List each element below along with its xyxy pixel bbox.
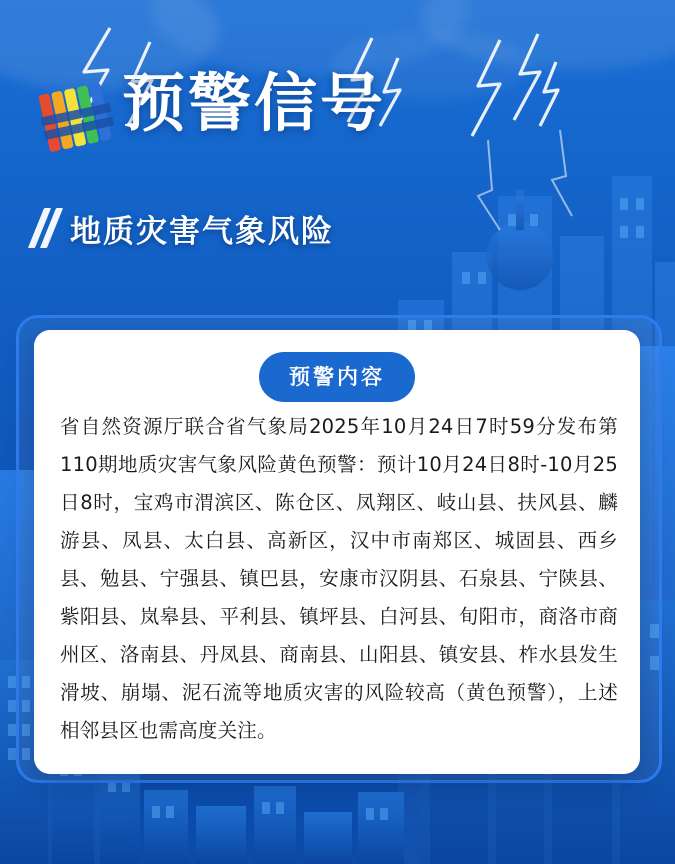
warning-body-text: 省自然资源厅联合省气象局2025年10月24日7时59分发布第110期地质灾害气象风险黄色预警：预计10月24日8时-10月25日8时，宝鸡市渭滨区、陈仓区、凤翔区、岐山县、扶风县、麟游县、凤县、太白县、高新区，汉中市南郑区、城固县、西乡县、勉县、宁强县、镇巴县，安康市汉阴县、石泉县、宁陕县、紫阳县、岚皋县、平利县、镇坪县、白河县、旬阳市，商洛市商州区、洛南县、丹凤县、商南县、山阳县、镇安县、柞水县发生滑坡、崩塌、泥石流等地质灾害的风险较高（黄色预警），上述相邻县区也需高度关注。 <box>60 415 618 742</box>
subtitle <box>36 205 334 251</box>
status-badge: 预警内容 <box>259 352 415 402</box>
subtitle-label: 地质灾害气象风险 <box>70 213 334 250</box>
page-title: 预警信号 <box>122 67 386 140</box>
cma-rainbow-logo-icon <box>38 80 116 158</box>
double-slash-icon <box>36 208 62 248</box>
warning-content-card <box>34 330 640 774</box>
